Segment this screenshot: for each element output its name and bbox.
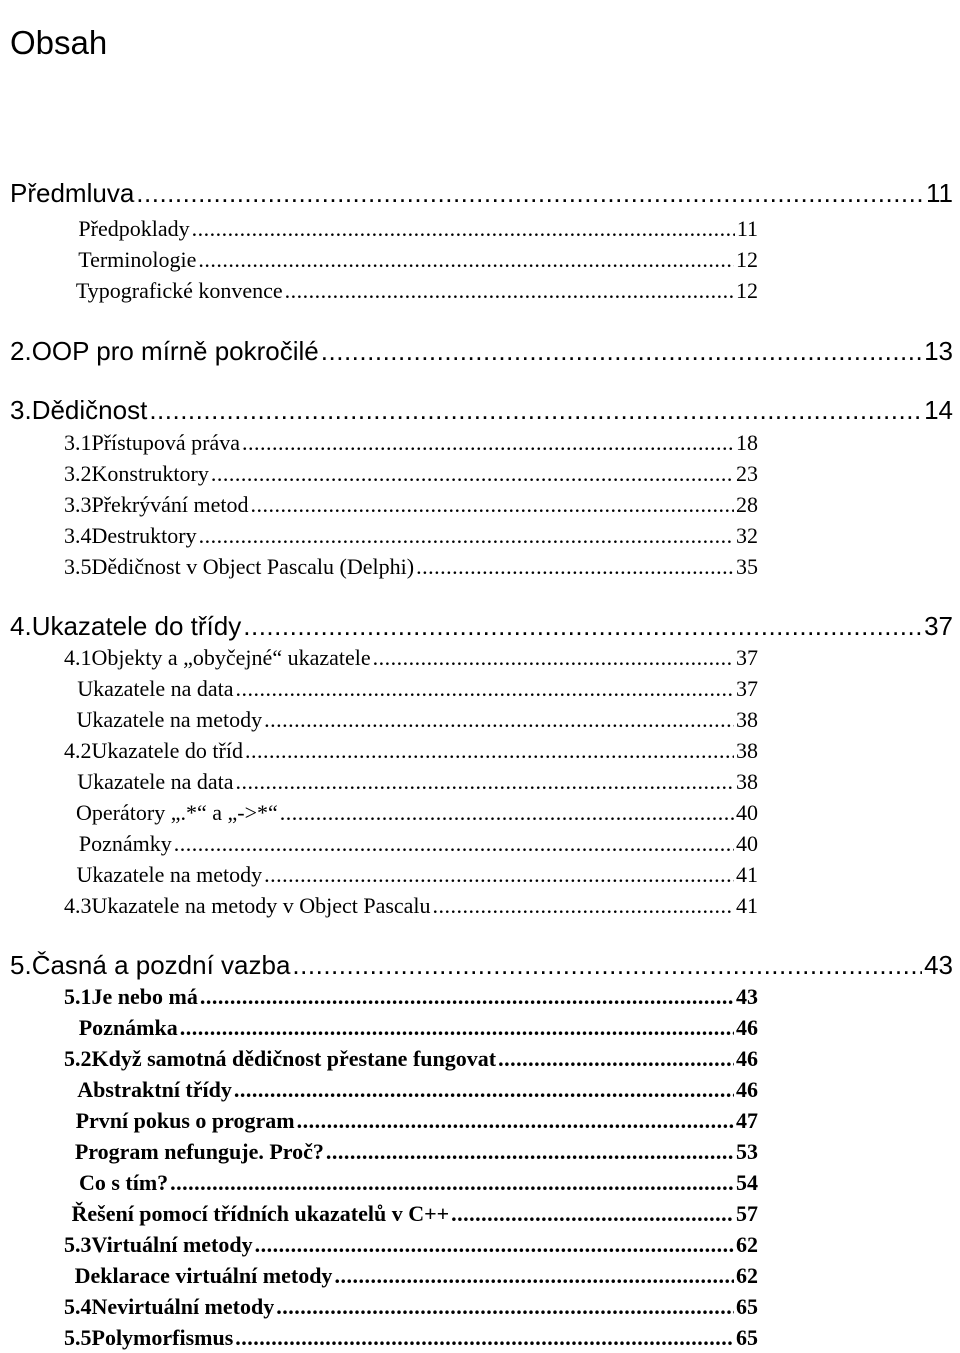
toc-entry-page-number: 54 [736, 1170, 758, 1195]
toc-section-entry[interactable] [64, 736, 758, 766]
toc-entry-page-number: 41 [736, 862, 758, 887]
toc-section-entry[interactable] [64, 982, 758, 1012]
toc-entry-title: Ukazatele na metody [76, 862, 263, 887]
toc-entry-page-number: 46 [736, 1015, 758, 1040]
toc-entry-number: 3.3 [64, 492, 92, 517]
toc-section-entry[interactable] [64, 1168, 758, 1198]
toc-section-entry[interactable] [64, 829, 758, 859]
toc-entry-page-number: 62 [736, 1232, 758, 1257]
toc-entry-page-number: 37 [736, 645, 758, 670]
dot-leader [235, 1323, 734, 1353]
toc-entry-page-number: 37 [924, 611, 953, 641]
toc-section-entry[interactable] [64, 1137, 758, 1167]
toc-entry-page-number: 38 [736, 769, 758, 794]
toc-entry-title: Polymorfismus [91, 1325, 234, 1350]
toc-section-entry[interactable] [64, 276, 758, 306]
toc-entry-page-number: 32 [736, 523, 758, 548]
dot-leader [136, 176, 924, 210]
dot-leader [199, 521, 734, 551]
dot-leader [192, 214, 735, 244]
dot-leader [149, 393, 922, 427]
toc-entry-title: Deklarace virtuální metody [74, 1263, 333, 1288]
toc-chapter-entry[interactable] [10, 948, 953, 982]
toc-entry-page-number: 46 [736, 1046, 758, 1071]
dot-leader [276, 1292, 734, 1322]
toc-entry-number: 3.5 [64, 554, 92, 579]
toc-entry-page-number: 37 [736, 676, 758, 701]
toc-entry-page-number: 12 [736, 247, 758, 272]
dot-leader [236, 674, 734, 704]
toc-entry-number: 3.4 [64, 523, 92, 548]
toc-entry-page-number: 53 [736, 1139, 758, 1164]
toc-section-entry[interactable] [64, 891, 758, 921]
toc-entry-title: Program nefunguje. Proč? [74, 1139, 324, 1164]
toc-entry-title: Virtuální metody [91, 1232, 253, 1257]
toc-entry-number: 3.2 [64, 461, 92, 486]
toc-entry-title: Časná a pozdní vazba [31, 950, 291, 980]
dot-leader [321, 334, 922, 368]
toc-section-entry[interactable] [64, 428, 758, 458]
dot-leader [433, 891, 734, 921]
toc-entry-title: Ukazatele na data [77, 676, 234, 701]
toc-section-entry[interactable] [64, 1044, 758, 1074]
toc-section-entry[interactable] [64, 1230, 758, 1260]
dot-leader [200, 982, 734, 1012]
toc-entry-title: První pokus o program [75, 1108, 295, 1133]
dot-leader [334, 1261, 734, 1291]
toc-entry-number: 4.3 [64, 893, 92, 918]
toc-section-entry[interactable] [64, 705, 758, 735]
toc-entry-page-number: 14 [924, 395, 953, 425]
toc-entry-title: Konstruktory [91, 461, 209, 486]
dot-leader [498, 1044, 734, 1074]
dot-leader [416, 552, 734, 582]
toc-chapter-entry[interactable] [10, 334, 953, 368]
dot-leader [234, 1075, 734, 1105]
toc-section-entry[interactable] [64, 1075, 758, 1105]
toc-section-entry[interactable] [64, 767, 758, 797]
toc-entry-title: Ukazatele do tříd [91, 738, 243, 763]
toc-entry-page-number: 43 [924, 950, 953, 980]
toc-section-entry[interactable] [64, 1323, 758, 1353]
toc-chapter-entry[interactable] [10, 176, 953, 210]
toc-entry-title: Abstraktní třídy [77, 1077, 232, 1102]
dot-leader [211, 459, 734, 489]
toc-entry-page-number: 62 [736, 1263, 758, 1288]
toc-entry-title: Ukazatele na metody v Object Pascalu [91, 893, 431, 918]
toc-entry-page-number: 65 [736, 1325, 758, 1350]
toc-section-entry[interactable] [64, 643, 758, 673]
dot-leader [292, 948, 922, 982]
toc-section-entry[interactable] [64, 552, 758, 582]
toc-section-entry[interactable] [64, 1199, 758, 1229]
toc-entry-number: 5.3 [64, 1232, 92, 1257]
toc-entry-title: Poznámka [78, 1015, 178, 1040]
toc-entry-page-number: 11 [926, 178, 953, 208]
toc-entry-number: 3.1 [64, 430, 92, 455]
toc-entry-title: Ukazatele do třídy [31, 611, 242, 641]
toc-entry-number: 4.1 [64, 645, 92, 670]
dot-leader [170, 1168, 734, 1198]
toc-section-entry[interactable] [64, 490, 758, 520]
toc-entry-title: Ukazatele na data [77, 769, 234, 794]
toc-entry-page-number: 38 [736, 738, 758, 763]
toc-entry-title: Typografické konvence [75, 278, 283, 303]
toc-entry-number: 2. [10, 336, 32, 366]
toc-entry-page-number: 38 [736, 707, 758, 732]
toc-section-entry[interactable] [64, 1013, 758, 1043]
toc-entry-page-number: 35 [736, 554, 758, 579]
toc-entry-title: Dědičnost [31, 395, 148, 425]
dot-leader [297, 1106, 734, 1136]
toc-entry-number: 5.5 [64, 1325, 92, 1350]
toc-entry-number: 5.1 [64, 984, 92, 1009]
toc-entry-page-number: 28 [736, 492, 758, 517]
toc-entry-page-number: 40 [736, 831, 758, 856]
toc-entry-page-number: 46 [736, 1077, 758, 1102]
toc-entry-title: Co s tím? [78, 1170, 169, 1195]
toc-entry-number: 5.4 [64, 1294, 92, 1319]
toc-entry-page-number: 40 [736, 800, 758, 825]
toc-section-entry[interactable] [64, 860, 758, 890]
toc-entry-title: OOP pro mírně pokročilé [31, 336, 319, 366]
toc-entry-title: Dědičnost v Object Pascalu (Delphi) [91, 554, 415, 579]
dot-leader [255, 1230, 734, 1260]
dot-leader [236, 767, 734, 797]
toc-entry-title: Přístupová práva [91, 430, 240, 455]
toc-entry-page-number: 23 [736, 461, 758, 486]
toc-chapter-entry[interactable] [10, 393, 953, 427]
toc-entry-title: Předmluva [10, 178, 135, 208]
toc-entry-title: Řešení pomocí třídních ukazatelů v C++ [71, 1201, 450, 1226]
dot-leader [174, 829, 734, 859]
toc-section-entry[interactable] [64, 674, 758, 704]
toc-entry-title: Předpoklady [78, 216, 190, 241]
toc-entry-page-number: 12 [736, 278, 758, 303]
dot-leader [326, 1137, 734, 1167]
toc-section-entry[interactable] [64, 1261, 758, 1291]
toc-section-entry[interactable] [64, 798, 758, 828]
dot-leader [243, 609, 922, 643]
toc-entry-page-number: 47 [736, 1108, 758, 1133]
dot-leader [280, 798, 734, 828]
toc-entry-number: 4. [10, 611, 32, 641]
dot-leader [373, 643, 734, 673]
toc-entry-title: Operátory „.*“ a „->*“ [76, 800, 278, 825]
toc-entry-title: Ukazatele na metody [76, 707, 263, 732]
toc-entry-number: 4.2 [64, 738, 92, 763]
toc-entry-title: Je nebo má [91, 984, 198, 1009]
toc-entry-title: Nevirtuální metody [91, 1294, 275, 1319]
toc-entry-number: 3. [10, 395, 32, 425]
toc-entry-title: Překrývání metod [91, 492, 249, 517]
toc-section-entry[interactable] [64, 214, 758, 244]
toc-entry-number: 5. [10, 950, 32, 980]
dot-leader [251, 490, 734, 520]
toc-entry-page-number: 43 [736, 984, 758, 1009]
toc-entry-number: 5.2 [64, 1046, 92, 1071]
dot-leader [245, 736, 734, 766]
toc-entry-page-number: 41 [736, 893, 758, 918]
page-title: Obsah [10, 24, 108, 61]
toc-entry-page-number: 65 [736, 1294, 758, 1319]
dot-leader [451, 1199, 734, 1229]
toc-entry-title: Objekty a „obyčejné“ ukazatele [91, 645, 371, 670]
toc-entry-title: Destruktory [91, 523, 197, 548]
dot-leader [180, 1013, 734, 1043]
toc-entry-page-number: 13 [924, 336, 953, 366]
toc-entry-title: Terminologie [78, 247, 197, 272]
toc-section-entry[interactable] [64, 1292, 758, 1322]
toc-entry-title: Když samotná dědičnost přestane fungovat [91, 1046, 497, 1071]
toc-entry-title: Poznámky [78, 831, 172, 856]
dot-leader [198, 245, 734, 275]
toc-section-entry[interactable] [64, 521, 758, 551]
toc-section-entry[interactable] [64, 459, 758, 489]
toc-entry-page-number: 11 [736, 216, 758, 241]
toc-chapter-entry[interactable] [10, 609, 953, 643]
toc-entry-page-number: 18 [736, 430, 758, 455]
dot-leader [264, 705, 734, 735]
dot-leader [264, 860, 734, 890]
dot-leader [242, 428, 734, 458]
dot-leader [285, 276, 734, 306]
toc-entry-page-number: 57 [736, 1201, 758, 1226]
toc-section-entry[interactable] [64, 1106, 758, 1136]
toc-section-entry[interactable] [64, 245, 758, 275]
